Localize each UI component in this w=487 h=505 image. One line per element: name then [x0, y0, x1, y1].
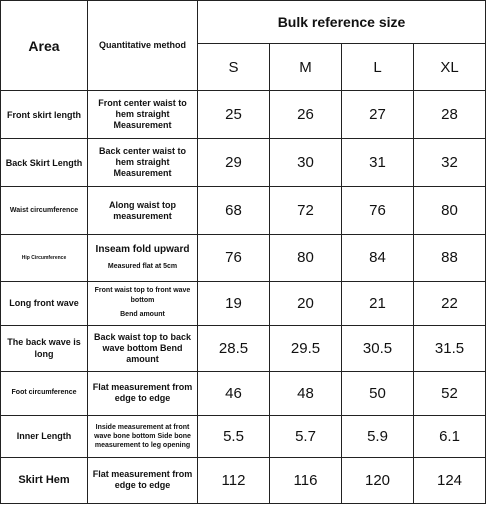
area-waist-circumference: Waist circumference [1, 187, 88, 235]
value-s: 68 [198, 187, 270, 235]
value-l: 50 [342, 371, 414, 415]
method-back-skirt-length: Back center waist to hem straight Measurement [88, 139, 198, 187]
value-xl: 124 [414, 457, 486, 503]
table-row [1, 235, 486, 281]
size-header-s: S [198, 44, 270, 91]
area-back-wave-long: The back wave is long [1, 325, 88, 371]
value-s: 28.5 [198, 325, 270, 371]
area-front-skirt-length: Front skirt length [1, 91, 88, 139]
table-row [1, 415, 486, 457]
table-row [1, 371, 486, 415]
value-s: 19 [198, 281, 270, 325]
value-xl: 28 [414, 91, 486, 139]
value-xl: 88 [414, 235, 486, 281]
value-m: 48 [270, 371, 342, 415]
header-row-top [1, 1, 486, 44]
value-l: 21 [342, 281, 414, 325]
value-l: 27 [342, 91, 414, 139]
area-long-front-wave: Long front wave [1, 281, 88, 325]
value-xl: 31.5 [414, 325, 486, 371]
area-back-skirt-length: Back Skirt Length [1, 139, 88, 187]
header-quantitative-method: Quantitative method [88, 1, 198, 91]
method-foot-circumference: Flat measurement from edge to edge [88, 371, 198, 415]
table-row [1, 91, 486, 139]
value-m: 29.5 [270, 325, 342, 371]
value-s: 76 [198, 235, 270, 281]
method-inner-length: Inside measurement at front wave bone bottom Side bone measurement to leg opening [88, 415, 198, 457]
value-xl: 22 [414, 281, 486, 325]
table-row [1, 281, 486, 325]
header-bulk-reference-size: Bulk reference size [198, 1, 486, 44]
value-s: 29 [198, 139, 270, 187]
method-main-text: Inseam fold upward [95, 243, 190, 255]
table-row [1, 457, 486, 503]
area-skirt-hem: Skirt Hem [1, 457, 88, 503]
method-hip-circumference [88, 235, 198, 281]
value-m: 26 [270, 91, 342, 139]
value-s: 46 [198, 371, 270, 415]
value-m: 20 [270, 281, 342, 325]
area-inner-length: Inner Length [1, 415, 88, 457]
value-l: 5.9 [342, 415, 414, 457]
value-s: 25 [198, 91, 270, 139]
method-sub-text: Bend amount [120, 311, 165, 319]
header-area: Area [1, 1, 88, 91]
value-m: 30 [270, 139, 342, 187]
value-m: 72 [270, 187, 342, 235]
method-main-text: Front waist top to front wave bottom [94, 287, 191, 305]
value-m: 5.7 [270, 415, 342, 457]
value-m: 116 [270, 457, 342, 503]
value-l: 31 [342, 139, 414, 187]
table-row [1, 187, 486, 235]
table-row [1, 139, 486, 187]
value-s: 112 [198, 457, 270, 503]
table-row [1, 325, 486, 371]
size-header-xl: XL [414, 44, 486, 91]
value-xl: 52 [414, 371, 486, 415]
method-front-skirt-length: Front center waist to hem straight Measurement [88, 91, 198, 139]
size-header-l: L [342, 44, 414, 91]
size-header-m: M [270, 44, 342, 91]
value-xl: 32 [414, 139, 486, 187]
method-sub-text: Measured flat at 5cm [107, 262, 178, 270]
value-l: 76 [342, 187, 414, 235]
value-xl: 80 [414, 187, 486, 235]
method-skirt-hem: Flat measurement from edge to edge [88, 457, 198, 503]
method-back-wave-long: Back waist top to back wave bottom Bend amount [88, 325, 198, 371]
value-l: 84 [342, 235, 414, 281]
value-l: 30.5 [342, 325, 414, 371]
method-waist-circumference: Along waist top measurement [88, 187, 198, 235]
area-foot-circumference: Foot circumference [1, 371, 88, 415]
value-m: 80 [270, 235, 342, 281]
method-long-front-wave [88, 281, 198, 325]
area-hip-circumference: Hip Circumference [1, 235, 88, 281]
value-xl: 6.1 [414, 415, 486, 457]
value-s: 5.5 [198, 415, 270, 457]
value-l: 120 [342, 457, 414, 503]
